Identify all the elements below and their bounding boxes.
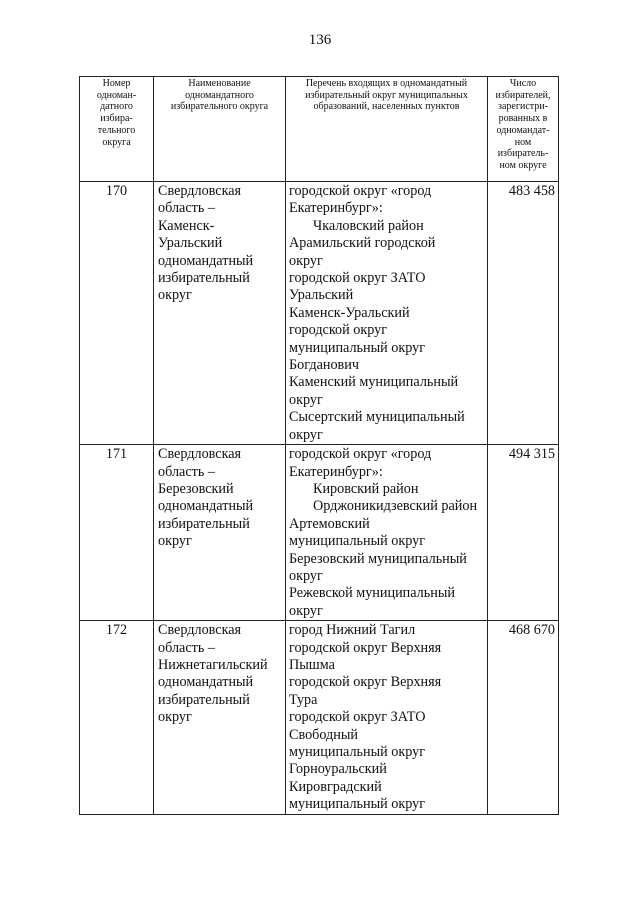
municipality-item: Уральский	[289, 287, 354, 304]
district-name-line: округ	[158, 709, 192, 726]
municipality-item: округ	[289, 602, 323, 619]
district-number: 170	[80, 182, 154, 445]
municipalities-list	[286, 621, 488, 814]
district-name-line: Свердловская	[158, 622, 242, 639]
municipality-item: Кировградский	[289, 778, 382, 795]
district-name-line: область –	[158, 639, 215, 656]
district-name-line: избирательный	[158, 515, 250, 532]
district-name-line: округ	[158, 287, 192, 304]
district-name-line: Свердловская	[158, 183, 242, 199]
districts-table	[79, 76, 559, 815]
municipality-item: округ	[289, 252, 323, 269]
municipality-item: городской округ «город	[289, 446, 432, 463]
district-number: 171	[80, 445, 154, 621]
district-name	[154, 445, 286, 621]
municipality-item: городской округ «город	[289, 183, 432, 199]
municipality-item: Орджоникидзевский район	[313, 498, 478, 515]
municipality-item: Богданович	[289, 357, 359, 374]
municipality-item: Екатеринбург»:	[289, 463, 383, 480]
header-district-number: Номер одноман- датного избира- тельного округа	[80, 77, 154, 182]
page-number: 136	[308, 32, 332, 48]
district-name-line: одномандатный	[158, 674, 254, 691]
municipality-item: округ	[289, 391, 323, 408]
municipality-item: городской округ ЗАТО	[289, 709, 426, 726]
municipality-item: Чкаловский район	[313, 217, 424, 234]
district-name-line: Уральский	[158, 235, 223, 252]
table-row	[80, 182, 559, 445]
table-header-row	[80, 77, 559, 182]
district-name-line: Свердловская	[158, 446, 242, 463]
municipalities-list	[286, 182, 488, 445]
district-name-line: округ	[158, 533, 192, 550]
district-name-line: Каменск-	[158, 217, 215, 234]
municipality-item: Пышма	[289, 656, 335, 673]
municipality-item: Горноуральский	[289, 761, 387, 778]
municipality-item: муниципальный округ	[289, 533, 426, 550]
municipality-item: Артемовский	[289, 515, 370, 532]
header-municipalities-list: Перечень входящих в одномандатный избирательный округ муниципальных образований, населенных пунктов	[286, 77, 488, 182]
table-row	[80, 445, 559, 621]
municipality-item: Екатеринбург»:	[289, 200, 383, 217]
municipality-item: округ	[289, 426, 323, 443]
municipality-item: городской округ Верхняя	[289, 639, 442, 656]
voters-count: 468 670	[488, 621, 559, 814]
municipality-item: городской округ	[289, 322, 388, 339]
municipality-item: Березовский муниципальный	[289, 550, 467, 567]
municipality-item: Сысертский муниципальный	[289, 409, 465, 426]
table-row	[80, 621, 559, 814]
district-name-line: одномандатный	[158, 498, 254, 515]
municipality-item: Тура	[289, 691, 318, 708]
municipality-item: Свободный	[289, 726, 358, 743]
district-name-line: область –	[158, 200, 215, 217]
district-name-line: Березовский	[158, 480, 234, 497]
municipality-item: Каменск-Уральский	[289, 304, 410, 321]
district-number: 172	[80, 621, 154, 814]
municipality-item: муниципальный округ	[289, 796, 426, 813]
municipality-item: Арамильский городской	[289, 235, 436, 252]
header-district-name: Наименование одномандатного избирательного округа	[154, 77, 286, 182]
voters-count: 494 315	[488, 445, 559, 621]
municipality-item: муниципальный округ	[289, 744, 426, 760]
header-voters-count: Число избирателей, зарегистри- рованных в одномандат- ном избиратель- ном округе	[488, 77, 559, 182]
municipality-item: городской округ ЗАТО	[289, 270, 426, 287]
municipality-item: округ	[289, 567, 323, 584]
district-name-line: избирательный	[158, 691, 250, 708]
municipality-item: Каменский муниципальный	[289, 374, 459, 391]
district-name	[154, 182, 286, 445]
district-name-line: избирательный	[158, 270, 250, 287]
municipality-item: город Нижний Тагил	[289, 622, 416, 639]
municipality-item: муниципальный округ	[289, 339, 426, 356]
district-name-line: одномандатный	[158, 252, 254, 269]
district-name	[154, 621, 286, 814]
municipality-item: Кировский район	[313, 480, 419, 497]
municipality-item: городской округ Верхняя	[289, 674, 442, 691]
municipality-item: Режевской муниципальный	[289, 585, 455, 602]
district-name-line: область –	[158, 463, 215, 480]
district-name-line: Нижнетагильский	[158, 656, 268, 673]
municipalities-list	[286, 445, 488, 621]
voters-count: 483 458	[488, 182, 559, 445]
